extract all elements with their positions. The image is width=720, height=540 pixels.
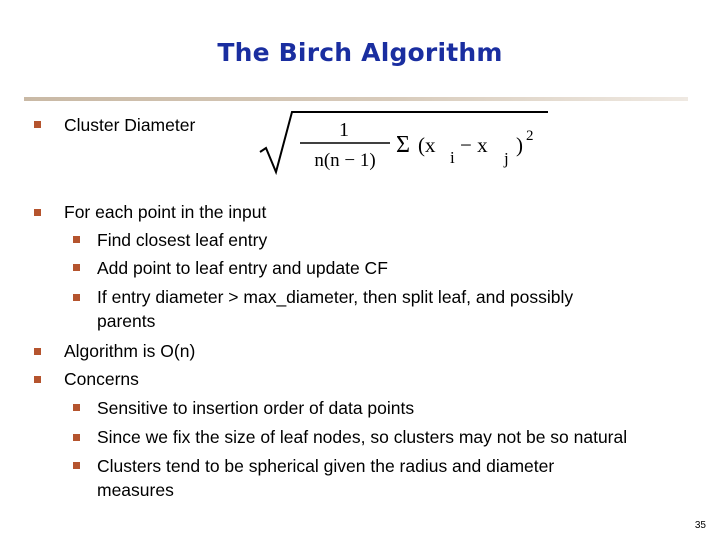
bullet-icon — [34, 348, 41, 355]
list-item-continuation: parents — [97, 311, 156, 331]
page-number: 35 — [694, 520, 706, 531]
formula-close: ) — [516, 133, 523, 157]
list-item: Clusters tend to be spherical given the radius and diameter — [97, 456, 555, 476]
list-item: Algorithm is O(n) — [64, 341, 196, 361]
list-item: Find closest leaf entry — [97, 230, 268, 250]
formula-denominator: n(n − 1) — [314, 150, 376, 171]
formula-power: 2 — [526, 128, 534, 144]
formula-sub-j: j — [504, 149, 509, 168]
bullet-icon — [34, 209, 41, 216]
bullet-icon — [34, 376, 41, 383]
list-item: Concerns — [64, 369, 139, 389]
slide-title: The Birch Algorithm — [217, 38, 503, 67]
bullet-icon — [73, 264, 80, 271]
list-item: For each point in the input — [64, 202, 267, 222]
bullet-icon — [73, 434, 80, 441]
cluster-diameter-formula — [258, 108, 558, 178]
list-item: If entry diameter > max_diameter, then split leaf, and possibly — [97, 287, 574, 307]
cluster-diameter-label: Cluster Diameter — [64, 115, 196, 135]
bullet-icon — [73, 404, 80, 411]
formula-sub-i: i — [450, 148, 455, 167]
formula-open: (x — [418, 133, 436, 157]
formula-sum: Σ — [396, 132, 410, 158]
bullet-icon — [73, 236, 80, 243]
formula-minus-x: − x — [460, 133, 488, 157]
bullet-icon — [73, 294, 80, 301]
bullet-icon — [73, 462, 80, 469]
formula-numerator: 1 — [339, 119, 349, 141]
bullet-icon — [34, 121, 41, 128]
list-item: Add point to leaf entry and update CF — [97, 258, 388, 278]
title-divider — [24, 97, 688, 101]
list-item-continuation: measures — [97, 480, 174, 500]
list-item: Since we fix the size of leaf nodes, so clusters may not be so natural — [97, 427, 628, 447]
list-item: Sensitive to insertion order of data points — [97, 398, 415, 418]
